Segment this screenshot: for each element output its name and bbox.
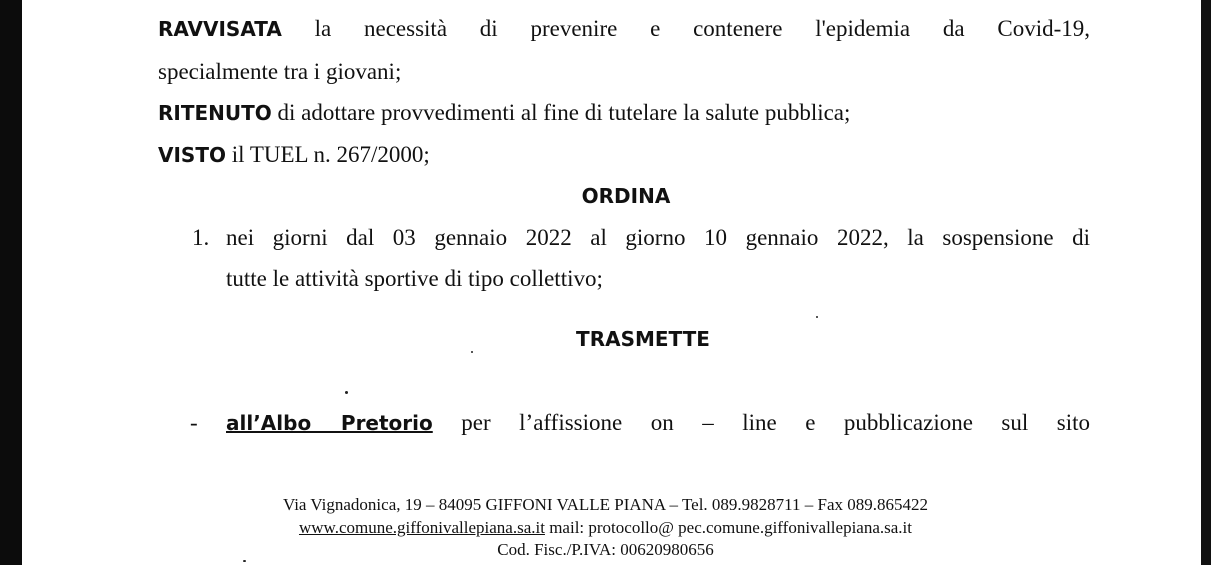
footer-address: Via Vignadonica, 19 – 84095 GIFFONI VALLE PIANA – Tel. 089.9828711 – Fax 089.865422	[282, 495, 929, 514]
footer-tax-code: Cod. Fisc./P.IVA: 00620980656	[497, 540, 714, 559]
keyword-visto: VISTO	[158, 143, 226, 167]
paragraph-visto	[158, 141, 430, 169]
paragraph-ravvisata-text: la necessità di prevenire e contenere l'epidemia da Covid-19,	[314, 16, 1091, 41]
scan-left-edge	[0, 0, 22, 565]
footer-contacts	[0, 518, 1211, 538]
scan-speck	[471, 351, 473, 353]
scan-right-edge	[1201, 0, 1211, 565]
scan-speck	[816, 316, 818, 318]
paragraph-ravvisata	[158, 15, 1090, 43]
heading-ordina: ORDINA	[581, 184, 671, 208]
keyword-albo-pretorio: all’Albo Pretorio	[226, 411, 433, 435]
footer-mail: mail: protocollo@ pec.comune.giffonivallepiana.sa.it	[549, 518, 912, 537]
footer-website-link[interactable]: www.comune.giffonivallepiana.sa.it	[298, 518, 545, 537]
scan-speck	[243, 560, 246, 562]
paragraph-ritenuto-text: di adottare provvedimenti al fine di tutelare la salute pubblica;	[277, 100, 851, 125]
scan-speck	[345, 391, 348, 394]
heading-trasmette: TRASMETTE	[576, 327, 710, 351]
keyword-ravvisata: RAVVISATA	[158, 17, 282, 41]
bullet-line-text: per l’affissione on – line e pubblicazione sul sito	[461, 410, 1090, 435]
keyword-ritenuto: RITENUTO	[158, 101, 272, 125]
list-item-line2: tutte le attività sportive di tipo collettivo;	[226, 266, 603, 291]
paragraph-visto-text: il TUEL n. 267/2000;	[231, 142, 430, 167]
list-item-line1: nei giorni dal 03 gennaio 2022 al giorno 10 gennaio 2022, la sospensione di	[226, 225, 1090, 250]
paragraph-ravvisata-cont: specialmente tra i giovani;	[158, 59, 402, 84]
paragraph-ritenuto	[158, 99, 850, 127]
bullet-line	[226, 409, 1090, 437]
list-item-number: 1.	[192, 225, 210, 250]
bullet-dash: -	[190, 410, 198, 435]
